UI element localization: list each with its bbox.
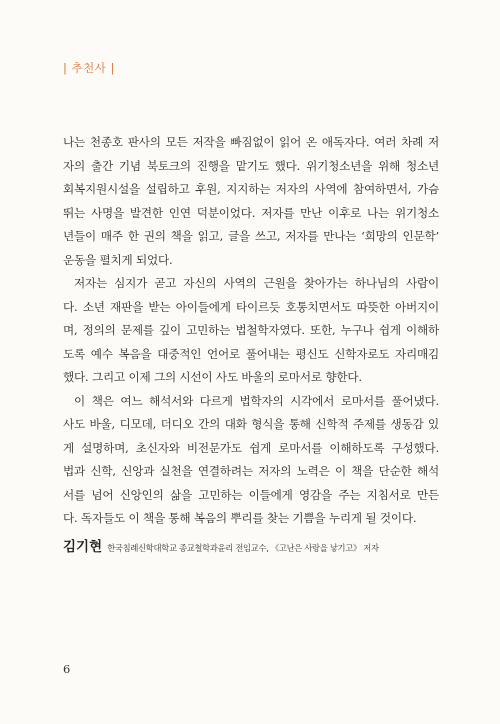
text-line: 년들이 매주 한 권의 책을 읽고, 글을 쓰고, 저자를 만나는 ‘희망의 인문학’ (63, 229, 439, 243)
paragraph-3 (63, 390, 439, 531)
text-line: 법과 신학, 신앙과 실천을 연결하려는 저자의 노력은 이 책을 단순한 해석 (63, 464, 439, 478)
author-signature (63, 535, 379, 555)
author-affiliation: 한국침례신학대학교 종교철학과윤리 전임교수, 《고난은 사랑을 낳기고》 저자 (107, 543, 379, 553)
text-line: 게 설명하며, 초신자와 비전문가도 쉽게 로마서를 이해하도록 구성했다. (63, 440, 439, 455)
section-label: | 추천사 | (63, 61, 115, 75)
text-line: 사도 바울, 디모데, 더디오 간의 대화 형식을 통해 신학적 주제를 생동감 있 (63, 417, 439, 431)
paragraph-1 (63, 131, 439, 272)
paragraph-2 (63, 272, 439, 390)
text-line: 다. 독자들도 이 책을 통해 복음의 뿌리를 찾는 기쁨을 누리게 될 것이다. (63, 511, 417, 525)
text-line: 뛰는 사명을 발견한 인연 덕분이었다. 저자를 만난 이후로 나는 위기청소 (63, 205, 439, 220)
text-line: 했다. 그리고 이제 그의 시선이 사도 바울의 로마서로 향한다. (63, 370, 362, 384)
text-line: 이 책은 여느 해석서와 다르게 법학자의 시각에서 로마서를 풀어냈다. (74, 393, 439, 408)
text-line: 운동을 펼치게 되었다. (63, 252, 173, 267)
text-line: 회복지원시설을 설립하고 후원, 지지하는 저자의 사역에 참여하면서, 가슴 (63, 182, 439, 196)
foreword-body (63, 131, 439, 531)
text-line: 서를 넘어 신앙인의 삶을 고민하는 이들에게 영감을 주는 지침서로 만든 (63, 487, 439, 502)
page-number: 6 (63, 662, 71, 676)
text-line: 다. 소년 재판을 받는 아이들에게 타이르듯 호통치면서도 따뜻한 아버지이 (63, 299, 439, 314)
author-name: 김기현 (63, 539, 103, 555)
text-line: 저자는 심지가 곧고 자신의 사역의 근원을 찾아가는 하나님의 사람이 (74, 276, 439, 290)
text-line: 도록 예수 복음을 대중적인 언어로 풀어내는 평신도 신학자로도 자리매김 (63, 346, 439, 361)
text-line: 자의 출간 기념 북토크의 진행을 맡기도 했다. 위기청소년을 위해 청소년 (63, 158, 439, 173)
text-line: 나는 천종호 판사의 모든 저작을 빠짐없이 읽어 온 애독자다. 여러 차례 저 (63, 135, 439, 149)
text-line: 며, 정의의 문제를 깊이 고민하는 법철학자였다. 또한, 누구나 쉽게 이해하 (63, 323, 439, 337)
